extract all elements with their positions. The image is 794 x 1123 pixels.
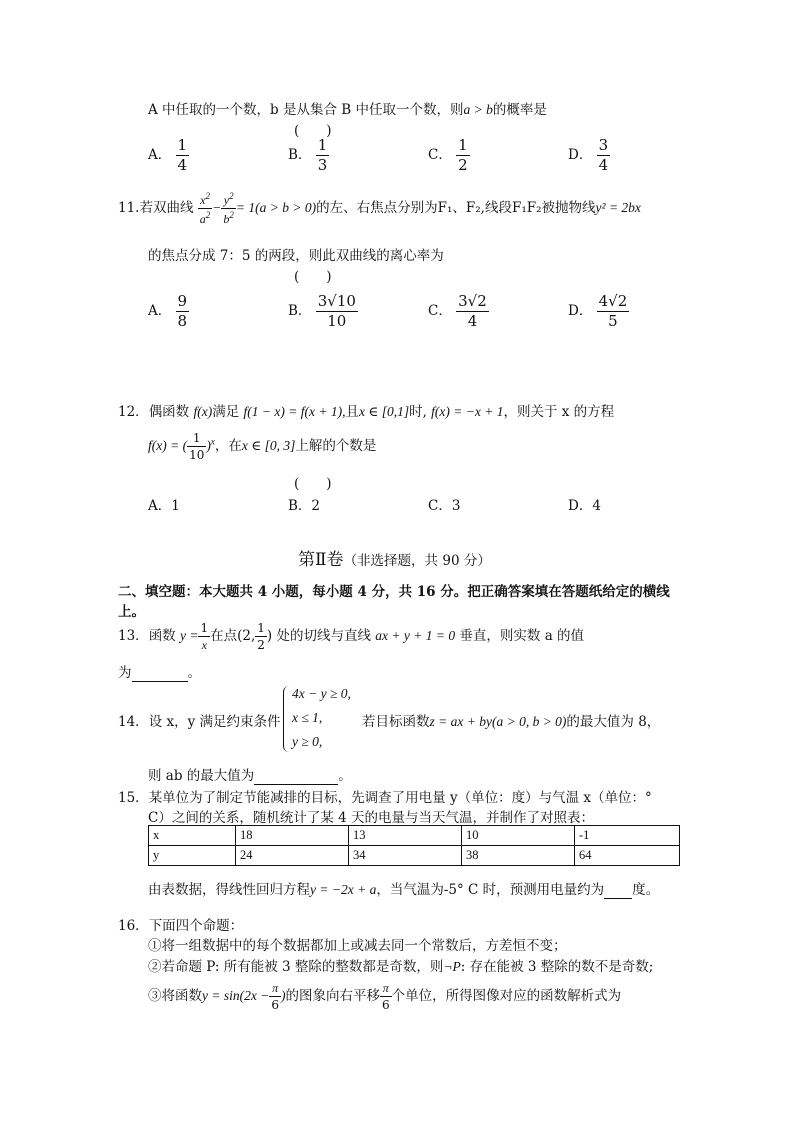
q16-p3-pre: ③将函数 bbox=[148, 988, 202, 1004]
frac-den: 6 bbox=[271, 998, 279, 1012]
table-cell: y bbox=[149, 846, 236, 866]
q10-stem-tail: 的概率是 bbox=[492, 102, 547, 118]
table-cell: -1 bbox=[575, 826, 680, 846]
frac-den: 3 bbox=[317, 156, 328, 174]
q11-number: 11. bbox=[118, 200, 140, 216]
q14-c2: x ≤ 1, bbox=[292, 710, 323, 725]
frac-den: 4 bbox=[456, 311, 489, 329]
option-value: 3 bbox=[451, 498, 461, 514]
q14-line2 bbox=[148, 764, 352, 785]
q16-p2-pre: ②若命题 P: 所有能被 3 整除的整数都是奇数，则 bbox=[148, 959, 444, 975]
q12-range: x ∈ [0, 3] bbox=[241, 438, 296, 453]
part2-title bbox=[298, 545, 491, 570]
option-label: D． bbox=[568, 498, 593, 514]
q14-end: 。 bbox=[338, 768, 352, 784]
q14-c1: 4x − y ≥ 0, bbox=[292, 686, 351, 701]
option-value: 2 bbox=[311, 498, 321, 514]
q12-tail: ，则关于 x 的方程 bbox=[503, 404, 615, 420]
q16-line1 bbox=[118, 914, 243, 934]
frac-num: π bbox=[272, 981, 279, 995]
frac-den: 2 bbox=[257, 638, 265, 652]
table-cell: 34 bbox=[349, 846, 462, 866]
q15-line3-post: ，当气温为-5° C 时，预测用电量约为 bbox=[376, 882, 605, 898]
option-label: B． bbox=[288, 498, 312, 514]
q12-eq: f(1 − x) = f(x + 1), bbox=[243, 404, 346, 419]
q13-pt-pre: (2, bbox=[237, 628, 256, 644]
q13-stem bbox=[118, 622, 584, 651]
q14-z: z = ax + by(a > 0, b > 0) bbox=[429, 714, 567, 729]
q11-x-frac: $\frac{x^2}{a^2}$ bbox=[199, 191, 211, 226]
frac-num: 1 bbox=[257, 621, 265, 635]
q16-p3-post: 个单位，所得图像对应的函数解析式为 bbox=[391, 988, 622, 1004]
frac-den: 10 bbox=[316, 311, 358, 329]
option-label: C． bbox=[428, 498, 452, 514]
q12-option-c[interactable] bbox=[428, 494, 460, 514]
q11-seg: F₁F₂ bbox=[511, 200, 542, 216]
table-cell: x bbox=[149, 826, 236, 846]
q13-tail: 垂直，则实数 a 的值 bbox=[459, 628, 585, 644]
option-label: B． bbox=[288, 147, 312, 163]
q13-pre: 函数 bbox=[148, 628, 176, 644]
q12-option-b[interactable] bbox=[288, 494, 320, 514]
frac-num: 4√2 bbox=[598, 292, 628, 310]
q13-line2-text: 为 bbox=[118, 665, 132, 681]
frac-den: 2 bbox=[458, 156, 468, 174]
answer-blank[interactable] bbox=[604, 882, 632, 899]
q12-satisfy: 满足 bbox=[212, 404, 240, 420]
q13-mid: 处的切线与直线 bbox=[276, 628, 371, 644]
q14-stem bbox=[118, 710, 281, 730]
frac-den: 4 bbox=[177, 156, 188, 174]
option-label: A． bbox=[148, 498, 172, 514]
frac-num: 1 bbox=[177, 136, 188, 154]
q16-p3 bbox=[148, 982, 621, 1011]
q14-mid: 若目标函数 bbox=[362, 714, 430, 730]
q10-stem-math: a > b bbox=[463, 102, 493, 117]
table-cell: 24 bbox=[236, 846, 349, 866]
q15-line2: C）之间的关系，随机统计了某 4 天的电量与当天气温，并制作了对照表： bbox=[148, 810, 595, 826]
q16-line1-text: 下面四个命题： bbox=[148, 918, 244, 934]
q12-range-post: 上解的个数是 bbox=[295, 438, 377, 454]
q16-p2-post: : 存在能被 3 整除的数不是奇数; bbox=[460, 959, 654, 975]
q14-c3: y ≥ 0, bbox=[292, 734, 323, 749]
part2-subtitle: （非选择题，共 90 分） bbox=[343, 553, 491, 569]
answer-blank[interactable] bbox=[254, 768, 338, 785]
q12-option-d[interactable] bbox=[568, 494, 601, 514]
frac-num: π bbox=[382, 981, 389, 995]
q11-option-d[interactable] bbox=[568, 294, 629, 329]
frac-den: x bbox=[198, 636, 210, 651]
q15-line3-pre: 由表数据，得线性回归方程 bbox=[148, 882, 310, 898]
q12-paren: ( ) bbox=[294, 476, 332, 492]
frac-den: 4 bbox=[598, 156, 609, 174]
q10-stem bbox=[148, 98, 547, 118]
option-label: D． bbox=[568, 147, 593, 163]
q10-option-b[interactable] bbox=[288, 138, 329, 173]
option-label: C． bbox=[428, 303, 452, 319]
q10-paren: ( ) bbox=[294, 123, 332, 139]
table-row bbox=[149, 826, 680, 846]
q15-line3-end: 度。 bbox=[632, 882, 660, 898]
q16-p2 bbox=[148, 955, 653, 975]
q15-line3 bbox=[148, 878, 659, 899]
q11-option-b[interactable] bbox=[288, 294, 358, 329]
q16-p3-mid: 的图象向右平移 bbox=[285, 988, 380, 1004]
q11-y-frac: $\frac{y^2}{b^2}$ bbox=[223, 191, 234, 226]
q14-line2-text: 则 ab 的最大值为 bbox=[148, 768, 255, 784]
option-value: 4 bbox=[592, 498, 601, 514]
q13-pt-post: ) bbox=[266, 628, 273, 644]
q11-seg-post: 被抛物线 bbox=[541, 200, 596, 216]
frac-den: 6 bbox=[381, 998, 390, 1012]
option-value: 1 bbox=[171, 498, 180, 514]
frac-den: 10 bbox=[189, 448, 205, 462]
frac-den: 5 bbox=[597, 311, 630, 329]
q12-stem bbox=[118, 400, 614, 420]
option-label: A． bbox=[148, 147, 172, 163]
q12-number: 12． bbox=[118, 404, 149, 420]
frac-num: 3√2 bbox=[458, 292, 487, 310]
frac-num: 3√10 bbox=[317, 292, 356, 310]
q10-option-a[interactable] bbox=[148, 138, 189, 173]
option-label: C． bbox=[428, 147, 452, 163]
q12-line1: 偶函数 bbox=[148, 404, 190, 420]
q16-p1: ①将一组数据中的每个数据都加上或减去同一个常数后，方差恒不变； bbox=[148, 938, 567, 954]
q12-when: 时, bbox=[409, 404, 427, 420]
q12-option-a[interactable] bbox=[148, 494, 180, 514]
frac-num: 1 bbox=[317, 136, 328, 154]
data-table bbox=[148, 825, 680, 866]
frac-num: 1 bbox=[192, 431, 201, 445]
q12-fx2: f(x) = −x + 1 bbox=[431, 404, 504, 419]
q10-stem-text: A 中任取的一个数，b 是从集合 B 中任取一个数，则 bbox=[148, 102, 464, 118]
q11-pre: 若双曲线 bbox=[139, 200, 194, 216]
q11-seg-pre: ,线段 bbox=[480, 200, 512, 216]
q15-number: 15． bbox=[118, 790, 149, 806]
q12-range-pre: ，在 bbox=[214, 438, 242, 454]
q16-p2-neg: ¬P bbox=[443, 959, 461, 974]
q11-cond: = 1(a > b > 0) bbox=[235, 200, 317, 215]
frac-den: 8 bbox=[177, 312, 188, 330]
q12-and: 且 bbox=[345, 404, 359, 420]
frac-num: 1 bbox=[458, 136, 468, 154]
q11-line2: 的焦点分成 7：5 的两段，则此双曲线的离心率为 bbox=[148, 248, 444, 264]
q12-eq2-post: ) bbox=[206, 438, 211, 453]
q11-parabola: y² = 2bx bbox=[595, 200, 641, 215]
table-cell: 64 bbox=[575, 846, 680, 866]
frac-num: 3 bbox=[598, 136, 609, 154]
q13-number: 13． bbox=[118, 628, 149, 644]
q14-objective bbox=[362, 710, 660, 730]
q16-number: 16． bbox=[118, 918, 149, 934]
q12-line2 bbox=[148, 432, 376, 461]
q16-p3-fn: y = sin(2x − bbox=[202, 988, 270, 1003]
section2-heading-2: 上。 bbox=[118, 604, 145, 620]
q11-option-c[interactable] bbox=[428, 294, 489, 329]
q10-option-c[interactable] bbox=[428, 138, 470, 173]
q13-y: y = bbox=[179, 628, 199, 643]
q14-pre: 设 x，y 满足约束条件 bbox=[148, 714, 281, 730]
q12-eq2-pre: f(x) = ( bbox=[148, 438, 188, 453]
q11-mid: 的左、右焦点分别为 bbox=[316, 200, 438, 216]
q11-option-a[interactable] bbox=[148, 294, 189, 329]
q15-line1 bbox=[118, 786, 652, 806]
frac-num: 9 bbox=[177, 292, 188, 310]
frac-num: 1 bbox=[200, 621, 209, 635]
table-row bbox=[149, 846, 680, 866]
q13-line2 bbox=[118, 661, 201, 682]
q10-option-d[interactable] bbox=[568, 138, 610, 173]
option-label: B． bbox=[288, 303, 312, 319]
option-label: A． bbox=[148, 303, 172, 319]
q14-tail: 的最大值为 8， bbox=[566, 714, 661, 730]
q15-line1-text: 某单位为了制定节能减排的目标，先调查了用电量 y（单位：度）与气温 x（单位：° bbox=[148, 790, 652, 806]
table-cell: 10 bbox=[462, 826, 575, 846]
q11-paren: ( ) bbox=[294, 269, 332, 285]
q12-eq2-exp: x bbox=[210, 436, 215, 447]
table-cell: 13 bbox=[349, 826, 462, 846]
q11-stem: 11.若双曲线 $\frac{x^2}{a^2}$ − $\frac{y^2}{b^2}$ = 1(a > b > 0)的左、右焦点分别为F₁、F₂,线段F₁F₂被抛物线y² = 2bx bbox=[118, 191, 641, 226]
part2-title-main: 第Ⅱ卷 bbox=[298, 550, 344, 570]
q13-at: 在点 bbox=[210, 628, 238, 644]
q16-p3-fn-post: ) bbox=[280, 988, 286, 1003]
q12-domain: x ∈ [0,1] bbox=[358, 404, 410, 419]
section2-heading: 二、填空题：本大题共 4 小题，每小题 4 分，共 16 分。把正确答案填在答题纸给定的横线 bbox=[118, 584, 670, 600]
q13-line: ax + y + 1 = 0 bbox=[375, 628, 456, 643]
q11-foci: F₁、F₂ bbox=[437, 200, 481, 216]
table-cell: 18 bbox=[236, 826, 349, 846]
option-label: D． bbox=[568, 303, 593, 319]
table-cell: 38 bbox=[462, 846, 575, 866]
q15-line3-eq: y = −2x + a bbox=[310, 882, 377, 897]
q13-end: 。 bbox=[187, 665, 201, 681]
q12-fx: f(x) bbox=[193, 404, 213, 419]
answer-blank[interactable] bbox=[132, 665, 188, 682]
constraint-brace bbox=[283, 686, 292, 752]
q14-number: 14． bbox=[118, 714, 149, 730]
